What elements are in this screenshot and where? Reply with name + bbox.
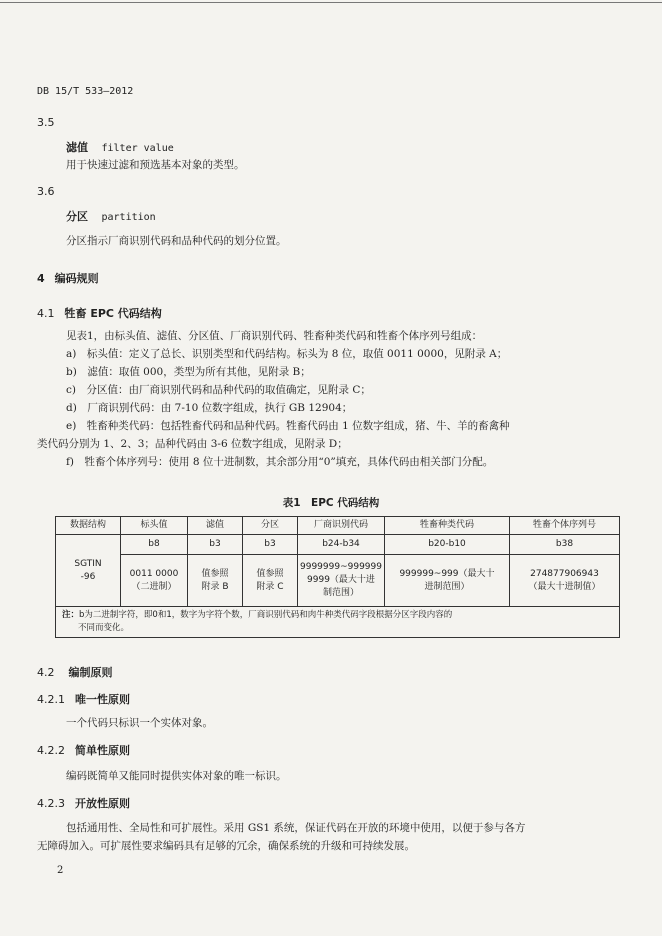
table-row-values <box>56 555 620 607</box>
table-header-row <box>56 517 620 535</box>
section-4-1-intro: 见表1，由标头值、滤值、分区值、厂商识别代码、牲畜种类代码和牲畜个体序列号组成： <box>66 330 483 342</box>
list-item-e-cont: 类代码分别为 1、2、3；品种代码由 3-6 位数字组成，见附录 D； <box>37 438 348 450</box>
table-cell: b24-b34 <box>298 535 385 555</box>
section-4-2-3-text-2: 无障碍加入。可扩展性要求编码具有足够的冗余，确保系统的升级和可持续发展。 <box>37 840 415 852</box>
section-4-heading: 4 编码规则 <box>37 272 99 285</box>
section-4-1-heading: 4.1 牲畜 EPC 代码结构 <box>37 307 162 320</box>
table-cell-species-value: 999999~999（最大十 进制范围） <box>384 555 509 607</box>
table-note-row <box>56 607 620 638</box>
table-cell: b3 <box>188 535 243 555</box>
section-4-2-2-text: 编码既简单又能同时提供实体对象的唯一标识。 <box>66 770 287 782</box>
section-3-6-number: 3.6 <box>37 185 55 198</box>
section-4-2-2-heading: 4.2.2 简单性原则 <box>37 744 130 757</box>
doc-code: DB 15/T 533—2012 <box>37 86 134 97</box>
section-3-5-number: 3.5 <box>37 116 55 129</box>
section-3-6-term <box>66 208 156 224</box>
table-cell-header-value: 0011 0000 （二进制） <box>121 555 188 607</box>
table-row-bits <box>56 535 620 555</box>
epc-structure-table <box>55 516 620 638</box>
table-cell: b20-b10 <box>384 535 509 555</box>
table-note: 注：b为二进制字符，即0和1，数字为字符个数，厂商识别代码和肉牛种类代码字段根据分区字段内容的 不同而变化。 <box>56 607 620 638</box>
section-4-2-1-text: 一个代码只标识一个实体对象。 <box>66 717 213 729</box>
term-en: partition <box>101 212 156 223</box>
top-rule <box>0 2 662 3</box>
table-cell: b8 <box>121 535 188 555</box>
table-header-cell: 分区 <box>243 517 298 535</box>
term-cn: 分区 <box>66 210 88 223</box>
list-item-f: f) 牲畜个体序列号：使用 8 位十进制数，其余部分用“0”填充，具体代码由相关部门分配。 <box>66 456 494 468</box>
section-3-5-definition: 用于快速过滤和预选基本对象的类型。 <box>66 159 245 171</box>
table-header-cell: 滤值 <box>188 517 243 535</box>
section-4-2-3-text-1: 包括通用性、全局性和可扩展性。采用 GS1 系统，保证代码在开放的环境中使用，以便于参与各方 <box>66 822 526 834</box>
table-cell-partition-value: 值参照 附录 C <box>243 555 298 607</box>
table-caption: 表1 EPC 代码结构 <box>282 497 380 509</box>
table-header-cell: 标头值 <box>121 517 188 535</box>
list-item-d: d) 厂商识别代码：由 7-10 位数字组成，执行 GB 12904； <box>66 402 353 414</box>
term-en: filter value <box>101 143 174 154</box>
list-item-b: b) 滤值：取值 000，类型为所有其他，见附录 B； <box>66 366 311 378</box>
table-cell-serial-value: 274877906943 （最大十进制值） <box>509 555 619 607</box>
table-header-cell: 数据结构 <box>56 517 121 535</box>
table-header-cell: 牲畜种类代码 <box>384 517 509 535</box>
section-4-2-heading: 4.2 编制原则 <box>37 666 113 679</box>
table-cell: b3 <box>243 535 298 555</box>
table-header-cell: 牲畜个体序列号 <box>509 517 619 535</box>
section-3-6-definition: 分区指示厂商识别代码和品种代码的划分位置。 <box>66 235 287 247</box>
list-item-a: a) 标头值：定义了总长、识别类型和代码结构。标头为 8 位，取值 0011 0000，见附录 A； <box>66 348 508 360</box>
table-cell: b38 <box>509 535 619 555</box>
term-cn: 滤值 <box>66 141 88 154</box>
section-3-5-term <box>66 139 174 155</box>
table-cell-struct: SGTIN -96 <box>56 535 121 607</box>
page-number: 2 <box>57 865 64 876</box>
table-header-cell: 厂商识别代码 <box>298 517 385 535</box>
list-item-e: e) 牲畜种类代码：包括牲畜代码和品种代码。牲畜代码由 1 位数字组成，猪、牛、羊的畜禽种 <box>66 420 510 432</box>
table-cell-company-value: 9999999~999999 9999（最大十进 制范围） <box>298 555 385 607</box>
section-4-2-3-heading: 4.2.3 开放性原则 <box>37 797 130 810</box>
section-4-2-1-heading: 4.2.1 唯一性原则 <box>37 693 130 706</box>
list-item-c: c) 分区值：由厂商识别代码和品种代码的取值确定，见附录 C； <box>66 384 371 396</box>
table-cell-filter-value: 值参照 附录 B <box>188 555 243 607</box>
